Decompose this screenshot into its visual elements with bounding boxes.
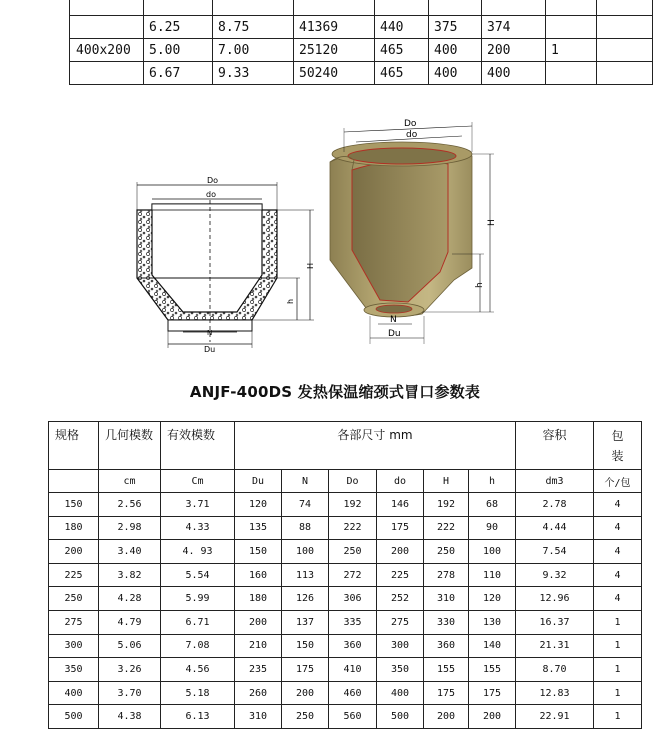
table-cell: 1 xyxy=(594,705,642,729)
table-cell: 6.13 xyxy=(161,705,235,729)
header-effective-modulus: 有效模数 xyxy=(161,422,235,470)
header-dimensions: 各部尺寸 mm xyxy=(235,422,516,470)
right-Du-label: Du xyxy=(388,329,401,339)
table-cell: 350 xyxy=(49,658,99,682)
table-cell: 335 xyxy=(329,610,377,634)
table-cell: 175 xyxy=(424,681,469,705)
table-cell: 90 xyxy=(469,516,516,540)
riser-sleeve-3d-drawing xyxy=(322,112,504,348)
table-row xyxy=(49,610,642,634)
table-cell: 5.99 xyxy=(161,587,235,611)
table-cell: 137 xyxy=(282,610,329,634)
unit-header-cell: Du xyxy=(235,470,282,493)
table-cell: 1 xyxy=(594,610,642,634)
table-cell: 9.32 xyxy=(516,563,594,587)
table-cell: 5.06 xyxy=(99,634,161,658)
table-cell: 225 xyxy=(49,563,99,587)
top-table-cell: 465 xyxy=(375,62,429,85)
table-cell: 140 xyxy=(469,634,516,658)
table-cell: 175 xyxy=(469,681,516,705)
top-table-cell: 25120 xyxy=(294,39,375,62)
table-cell: 500 xyxy=(377,705,424,729)
table-cell: 6.71 xyxy=(161,610,235,634)
left-Du-label: Du xyxy=(204,345,216,354)
table-cell: 3.70 xyxy=(99,681,161,705)
unit-header-cell xyxy=(49,470,99,493)
top-table-cell: 9.33 xyxy=(213,62,294,85)
table-cell: 22.91 xyxy=(516,705,594,729)
table-cell: 1 xyxy=(594,634,642,658)
table-cell: 250 xyxy=(424,540,469,564)
table-row xyxy=(49,563,642,587)
table-cell: 192 xyxy=(329,493,377,517)
table-cell: 250 xyxy=(282,705,329,729)
table-cell: 16.37 xyxy=(516,610,594,634)
table-cell: 275 xyxy=(49,610,99,634)
table-row xyxy=(49,658,642,682)
table-cell: 12.96 xyxy=(516,587,594,611)
table-cell: 160 xyxy=(235,563,282,587)
table-cell: 180 xyxy=(49,516,99,540)
header-packing xyxy=(594,422,642,470)
unit-header-cell: 个/包 xyxy=(594,470,642,493)
table-cell: 250 xyxy=(49,587,99,611)
table-cell: 4.79 xyxy=(99,610,161,634)
table-cell: 200 xyxy=(282,681,329,705)
table-cell: 1 xyxy=(594,658,642,682)
table-row xyxy=(49,516,642,540)
top-spec-table xyxy=(69,0,653,85)
top-table-cell xyxy=(546,62,597,85)
top-table-row xyxy=(70,62,653,85)
table-cell: 7.54 xyxy=(516,540,594,564)
header-packing-text: 包装 xyxy=(611,428,624,463)
table-cell: 4 xyxy=(594,516,642,540)
table-cell: 300 xyxy=(377,634,424,658)
table-title: ANJF-400DS 发热保温缩颈式冒口参数表 xyxy=(189,383,481,401)
cross-section-drawing xyxy=(130,172,320,354)
table-cell: 126 xyxy=(282,587,329,611)
top-table-cell: 41369 xyxy=(294,16,375,39)
table-cell: 2.78 xyxy=(516,493,594,517)
table-cell: 155 xyxy=(424,658,469,682)
top-table-cell xyxy=(482,0,546,16)
header-spec: 规格 xyxy=(49,422,99,470)
table-cell: 500 xyxy=(49,705,99,729)
top-table-cell: 50240 xyxy=(294,62,375,85)
top-spec-table-body xyxy=(70,0,653,85)
top-table-cell: 440 xyxy=(375,16,429,39)
table-cell: 100 xyxy=(282,540,329,564)
table-cell: 74 xyxy=(282,493,329,517)
top-table-cell: 375 xyxy=(429,16,482,39)
top-table-cell xyxy=(144,0,213,16)
top-table-cell: 6.67 xyxy=(144,62,213,85)
table-cell: 560 xyxy=(329,705,377,729)
table-row xyxy=(49,681,642,705)
table-cell: 68 xyxy=(469,493,516,517)
table-cell: 1 xyxy=(594,681,642,705)
table-cell: 200 xyxy=(469,705,516,729)
left-h-label: h xyxy=(286,298,295,304)
left-do-lower-label: do xyxy=(206,190,216,199)
right-H-label: H xyxy=(487,219,497,226)
top-table-cell: 400 xyxy=(429,62,482,85)
table-cell: 135 xyxy=(235,516,282,540)
table-cell: 5.18 xyxy=(161,681,235,705)
top-table-cell xyxy=(546,16,597,39)
table-cell: 200 xyxy=(235,610,282,634)
table-cell: 330 xyxy=(424,610,469,634)
table-cell: 272 xyxy=(329,563,377,587)
table-row xyxy=(49,634,642,658)
unit-header-cell: H xyxy=(424,470,469,493)
top-table-cell xyxy=(597,0,653,16)
top-table-cell xyxy=(597,16,653,39)
table-cell: 3.40 xyxy=(99,540,161,564)
right-do-upper-label: Do xyxy=(404,119,417,129)
table-cell: 310 xyxy=(235,705,282,729)
top-table-cell: 7.00 xyxy=(213,39,294,62)
table-cell: 4.56 xyxy=(161,658,235,682)
top-table-row xyxy=(70,0,653,16)
top-table-row xyxy=(70,16,653,39)
left-H-label: H xyxy=(306,262,315,269)
table-cell: 4.38 xyxy=(99,705,161,729)
table-cell: 400 xyxy=(49,681,99,705)
top-table-cell: 200 xyxy=(482,39,546,62)
table-cell: 7.08 xyxy=(161,634,235,658)
table-cell: 225 xyxy=(377,563,424,587)
right-h-label: h xyxy=(475,282,485,288)
unit-header-cell: Do xyxy=(329,470,377,493)
table-cell: 252 xyxy=(377,587,424,611)
riser-params-table xyxy=(48,421,642,729)
table-cell: 3.71 xyxy=(161,493,235,517)
unit-header-cell: N xyxy=(282,470,329,493)
table-row xyxy=(49,705,642,729)
table-cell: 4 xyxy=(594,563,642,587)
table-cell: 350 xyxy=(377,658,424,682)
table-cell: 113 xyxy=(282,563,329,587)
table-cell: 300 xyxy=(49,634,99,658)
table-cell: 278 xyxy=(424,563,469,587)
table-cell: 4 xyxy=(594,493,642,517)
top-table-cell: 465 xyxy=(375,39,429,62)
top-table-cell xyxy=(70,16,144,39)
table-cell: 210 xyxy=(235,634,282,658)
table-cell: 12.83 xyxy=(516,681,594,705)
table-cell: 175 xyxy=(377,516,424,540)
top-table-cell: 400 xyxy=(482,62,546,85)
unit-header-cell: dm3 xyxy=(516,470,594,493)
top-table-cell xyxy=(375,0,429,16)
table-cell: 155 xyxy=(469,658,516,682)
table-cell: 2.56 xyxy=(99,493,161,517)
table-cell: 120 xyxy=(235,493,282,517)
table-cell: 4. 93 xyxy=(161,540,235,564)
table-row xyxy=(49,587,642,611)
table-cell: 146 xyxy=(377,493,424,517)
top-table-cell xyxy=(70,0,144,16)
params-table-body xyxy=(49,493,642,729)
table-cell: 250 xyxy=(329,540,377,564)
table-cell: 21.31 xyxy=(516,634,594,658)
table-cell: 130 xyxy=(469,610,516,634)
top-table-cell xyxy=(546,0,597,16)
table-cell: 120 xyxy=(469,587,516,611)
table-cell: 200 xyxy=(377,540,424,564)
table-cell: 150 xyxy=(235,540,282,564)
table-cell: 192 xyxy=(424,493,469,517)
table-cell: 4.44 xyxy=(516,516,594,540)
table-cell: 275 xyxy=(377,610,424,634)
table-cell: 150 xyxy=(282,634,329,658)
top-table-cell xyxy=(597,39,653,62)
table-cell: 222 xyxy=(424,516,469,540)
top-table-cell: 8.75 xyxy=(213,16,294,39)
table-cell: 180 xyxy=(235,587,282,611)
table-cell: 175 xyxy=(282,658,329,682)
header-volume: 容积 xyxy=(516,422,594,470)
table-cell: 400 xyxy=(377,681,424,705)
table-cell: 235 xyxy=(235,658,282,682)
table-cell: 8.70 xyxy=(516,658,594,682)
top-table-cell xyxy=(70,62,144,85)
table-cell: 360 xyxy=(424,634,469,658)
top-table-cell xyxy=(213,0,294,16)
top-table-cell xyxy=(429,0,482,16)
table-cell: 360 xyxy=(329,634,377,658)
table-cell: 100 xyxy=(469,540,516,564)
top-table-cell: 374 xyxy=(482,16,546,39)
unit-header-cell: cm xyxy=(99,470,161,493)
table-cell: 4.33 xyxy=(161,516,235,540)
unit-header-cell: h xyxy=(469,470,516,493)
table-cell: 4.28 xyxy=(99,587,161,611)
table-cell: 306 xyxy=(329,587,377,611)
table-cell: 5.54 xyxy=(161,563,235,587)
table-cell: 3.26 xyxy=(99,658,161,682)
unit-header-cell: do xyxy=(377,470,424,493)
table-cell: 410 xyxy=(329,658,377,682)
right-do-lower-label: do xyxy=(406,130,418,140)
top-table-cell: 400x200 xyxy=(70,39,144,62)
right-N-label: N xyxy=(390,315,397,325)
left-do-upper-label: Do xyxy=(207,176,219,185)
top-table-cell xyxy=(294,0,375,16)
table-cell: 460 xyxy=(329,681,377,705)
top-table-cell: 6.25 xyxy=(144,16,213,39)
table-cell: 200 xyxy=(49,540,99,564)
table-cell: 150 xyxy=(49,493,99,517)
table-row xyxy=(49,493,642,517)
table-cell: 4 xyxy=(594,540,642,564)
table-cell: 310 xyxy=(424,587,469,611)
unit-header-cell: Cm xyxy=(161,470,235,493)
header-geometric-modulus: 几何模数 xyxy=(99,422,161,470)
top-table-cell xyxy=(597,62,653,85)
top-table-cell: 400 xyxy=(429,39,482,62)
table-cell: 4 xyxy=(594,587,642,611)
table-cell: 260 xyxy=(235,681,282,705)
top-table-cell: 5.00 xyxy=(144,39,213,62)
table-cell: 2.98 xyxy=(99,516,161,540)
table-row xyxy=(49,540,642,564)
left-N-label: N xyxy=(207,329,213,337)
table-cell: 3.82 xyxy=(99,563,161,587)
top-table-row xyxy=(70,39,653,62)
top-table-cell: 1 xyxy=(546,39,597,62)
table-cell: 200 xyxy=(424,705,469,729)
table-cell: 222 xyxy=(329,516,377,540)
table-cell: 88 xyxy=(282,516,329,540)
table-cell: 110 xyxy=(469,563,516,587)
unit-row xyxy=(49,470,642,493)
